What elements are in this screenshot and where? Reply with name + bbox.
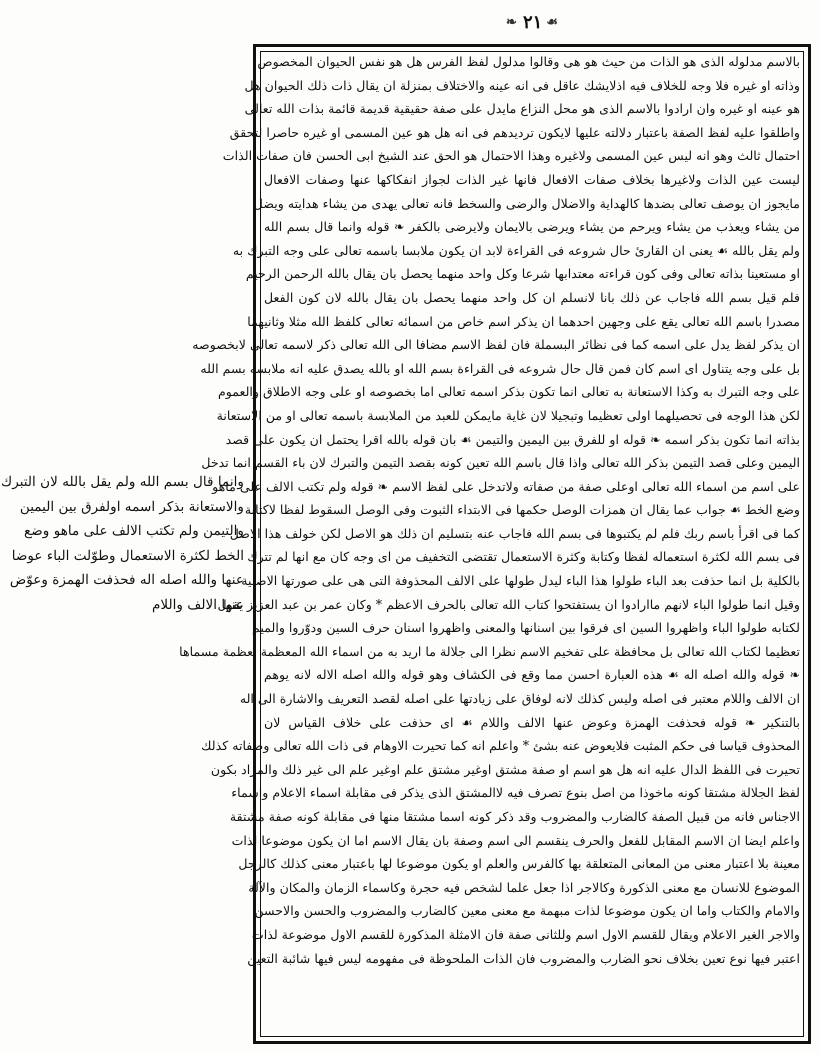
body-text-line: ❧ قوله والله اصله اله ☙ هذه العبارة احسن مما وقع فى الكشاف وهو قوله والله اصله الاله لانه يوهم	[264, 667, 800, 683]
ornament-left-icon: ❧	[506, 14, 519, 30]
body-text-line: واطلقوا عليه لفظ الصفة باعتبار دلالته عليها لايكون ترديدهم فى انه هل هو عين المسمى او غيره حاصرا لتحقق	[229, 124, 800, 140]
body-text-line: بل على وجه يتناول اى اسم كان فمن قال حال شروعه فى القراءة بسم الله او بالله يصدق عليه انه ملابسه بسم الله	[200, 360, 800, 376]
margin-note-line: عنها الالف واللام	[151, 596, 244, 613]
body-text-line: تحيرت فى اللفظ الدال عليه انه هل هو اسم او صفة مشتق اوغير مشتق علم اوغير علم الى غير ذلك والمراد بكون	[210, 761, 800, 777]
body-text-line: كما فى اقرأ باسم ربك فلم لم يكتبوها فى بسم الله فاجاب عنه بتسليم ان ذلك هو الاصل لكن خولف هذا الاصل	[229, 525, 800, 541]
body-text-line: ان الالف واللام معتبر فى اصله وليس كذلك لانه لوفاق على زيادتها على اصله لقصد التعريف والاشارة الى اله	[239, 691, 800, 707]
body-text-line: الموضوع للانسان مع معنى الذكورة وكالاجر اذا جعل علما لشخص فيه حجرة وكاسماء الزمان والمكان والآلة	[248, 879, 800, 895]
body-text-line: لكن هذا الوجه فى تحصيلهما اولى تعظيما وتبجيلا لان غاية مايمكن للعبد من الملابسة باسمه تعالى او من الاستعانة	[216, 407, 800, 423]
body-text-line: بالتنكير ❧ قوله فحذفت الهمزة وعوض عنها الالف واللام ☙ اى حذفت على خلاف القياس لان	[264, 714, 800, 730]
body-text-line: وذاته او غيره فلا وجه للخلاف فيه اذلايشك عاقل فى انه عينه والاختلاف بمنزلة ان يقال ذات ذلك الحيوان هل	[244, 77, 800, 93]
body-text-line: وقيل انما طولوا الباء لانهم ماارادوا ان يستفتحوا كتاب الله تعالى بالحرف الاعظم * وكان عمر بن عبد العزيز يقول	[217, 596, 800, 612]
body-text-line: على اسم من اسماء الله تعالى اوعلى صفة من صفاته ولاتدخل على لفظ الاسم ❧ قوله ولم تكتب الالف على ماهو	[212, 478, 800, 494]
body-text-line: وضع الخط ☙ جواب عما يقال ان همزات الوصل حكمها فى الابتداء الثبوت وفى الوصل السقوط لفظا لاكتابة	[244, 502, 800, 518]
body-text-line: ان يذكر لفظ يدل على اسمه كما فى نظائر البسملة فان لفظ الاسم مضافا الى الله تعالى ذكر لاسمه تعالى لابخصوصه	[192, 337, 800, 353]
margin-note	[0, 470, 244, 617]
body-text-line: فلم قيل بسم الله فاجاب عن ذلك بانا لانسلم ان كل واحد منهما يحصل بان يقال بالله لان كون الفعل	[264, 289, 800, 305]
margin-note-line: وانما قال بسم الله ولم يقل بالله لان التبرك	[0, 474, 244, 490]
body-text-line: مايجوز ان يوصف تعالى بضدها كالهداية والاضلال والرضى والسخط فانه تعالى يهدى من يشاء هدايته ويضل	[253, 195, 800, 211]
body-text-line: لكتابه طولوا الباء واظهروا السين اى فرقوا بين اسنانها والمعنى واظهروا اسنان حرف السين ودوّروا والميم	[252, 620, 800, 636]
body-text-line: فى بسم الله لكثرة استعماله لفظا وكتابة وكثرة الاستعمال تقتضى التخفيف من اى وجه كان مع انها لم تترك	[247, 549, 800, 565]
main-text-body	[179, 50, 800, 1038]
body-text-line: ولم يقل بالله ☙ يعنى ان القارئ حال شروعه فى القراءة لابد ان يكون ملابسا باسمه تعالى على وجه التبرك به	[232, 242, 800, 258]
body-text-line: معينة بلا اعتبار معنى من المعانى المتعلقة بها كالفرس والعلم او يكون موضوعا لها باعتبار معنى كذلك كالرجل	[238, 856, 800, 872]
body-text-line: على وجه التبرك به وكذا الاستعانة به تعالى انما تكون بذكر اسمه تعالى اما بخصوصه او على وجه الاطلاق والعموم	[217, 384, 800, 400]
margin-note-line: والتيمن ولم تكتب الالف على ماهو وضع	[24, 523, 244, 539]
body-text-line: اليمين وعلى قصد التيمن بذكر الله تعالى واذا قال باسم الله تعين كونه بقصد التيمن والتبرك لان باء القسم انما تدخل	[201, 455, 800, 471]
text-frame	[179, 44, 811, 1044]
body-text-line: والاجر الغير الاعلام ويقال للقسم الاول اسم وللثانى صفة فان الامثلة المذكورة للقسم الاول موضوعة لذات	[251, 926, 800, 942]
page-header	[488, 10, 578, 34]
margin-note-line: الخط لكثرة الاستعمال وطوّلت الباء عوضا	[11, 547, 244, 564]
body-text-line: لفظ الجلالة مشتقا كونه ماخوذا من اصل بنوع تصرف فيه لاالمشتق الذى يذكر فى مقابلة اسماء الاعلام واسماء	[231, 785, 800, 801]
body-text-line: او مستعينا بذاته تعالى وفى كون قراءته معتدابها شرعا وكل واحد منهما يحصل بان يقال بالله الرحمن الرحيم	[245, 266, 800, 282]
body-text-line: تعظيما لكتاب الله تعالى بل محافظة على تفخيم الاسم نظرا الى جلالة ما اريد به من اسماء الله المعظمة بعظمة مسماها	[179, 643, 800, 659]
body-text-line: بذاته انما تكون بذكر اسمه ❧ قوله او للفرق بين اليمين والتيمن ☙ بان قوله بالله اقرا يحتمل ان يكون على قصد	[225, 431, 800, 447]
margin-note-line: عنها والله اصله اله فحذفت الهمزة وعوّض	[9, 572, 244, 588]
body-text-line: هو عينه او غيره وان ارادوا بالاسم الذى هو محل النزاع مايدل على صفة حقيقية قديمة قائمة بذات الله تعالى	[244, 101, 800, 117]
body-text-line: واعلم ايضا ان الاسم المقابل للفعل والحرف ينقسم الى اسم وصفة بان يقال الاسم اما ان يكون موضوعا لذات	[231, 832, 800, 848]
body-text-line: المحذوف قياسا فى حكم المثبت فلايعوض عنه بشئ * واعلم انه كما تحيرت الاوهام فى ذات الله تعالى وصفاته كذلك	[201, 738, 800, 754]
body-text-line: ليست عين الذات ولاغيرها بخلاف صفات الافعال فانها غير الذات لجواز انفكاكها عنها وصفات الافعال	[264, 171, 800, 187]
body-text-line: بالاسم مدلوله الذى هو الذات من حيث هو هى وقالوا مدلول لفظ الفرس هل هو نفس الحيوان المخصوص	[257, 54, 800, 69]
body-text-line: من يشاء ويعذب من يشاء ويرحم من يشاء ويرضى بالايمان ولايرضى بالكفر ❧ قوله وانما قال بسم الله	[264, 219, 800, 235]
body-text-line: والامام والكتاب واما ان يكون موضوعا لذات مبهمة مع معنى معين كالضارب والمضروب والحسن والاحسن	[254, 903, 800, 919]
ornament-right-icon: ☙	[546, 14, 560, 30]
margin-note-line: والاستعانة بذكر اسمه اولفرق بين اليمين	[19, 498, 244, 515]
body-text-line: اعتبر فيها نوع تعين بخلاف نحو الضارب والمضروب فان الذات الملحوظة فى مفهومه ليس فيها شائبة التعين	[247, 950, 800, 966]
page-number: ٢١	[522, 11, 543, 33]
body-text-line: احتمال ثالث وهو انه ليس عين المسمى ولاغيره وهذا الاحتمال هو الحق عند الشيخ ابى الحسن فان صفات الذات	[222, 148, 800, 164]
body-text-line: الاجناس فانه من قبيل الصفة كالضارب والمضروب وقد ذكر كونه اسما مشتقا منها فى مقابلة كونه صفة مشتقة	[229, 809, 800, 824]
body-text-line: مصدرا باسم الله تعالى يقع على وجهين احدهما ان يذكر اسم خاص من اسمائه تعالى كلفظ الله مثلا وثانيهما	[247, 313, 800, 329]
body-text-line: بالكلية بل انما حذفت بعد الباء طولوا هذا الباء ليدل طولها على الالف المحذوفة التى هى على صورتها الاصلية	[241, 573, 800, 589]
